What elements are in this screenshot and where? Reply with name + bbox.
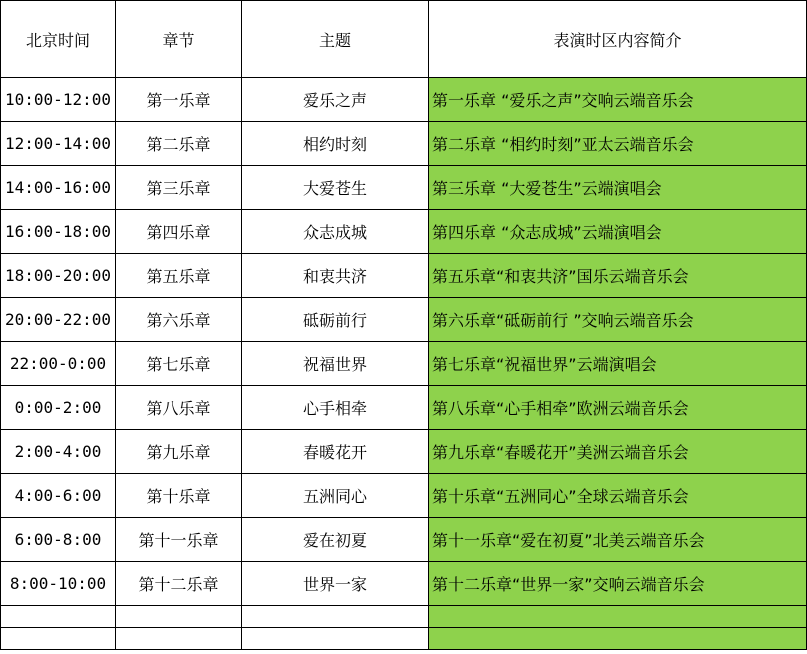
summary-cell[interactable]: 第九乐章“春暖花开”美洲云端音乐会 [429, 430, 807, 474]
time-cell[interactable]: 20:00-22:00 [1, 298, 116, 342]
chapter-cell[interactable]: 第三乐章 [116, 166, 242, 210]
header-row [1, 1, 807, 78]
summary-cell[interactable]: 第十二乐章“世界一家”交响云端音乐会 [429, 562, 807, 606]
time-cell[interactable]: 2:00-4:00 [1, 430, 116, 474]
theme-cell[interactable]: 和衷共济 [242, 254, 429, 298]
time-cell[interactable]: 0:00-2:00 [1, 386, 116, 430]
header-theme-cell[interactable]: 主题 [242, 1, 429, 78]
chapter-cell[interactable]: 第一乐章 [116, 78, 242, 122]
summary-cell[interactable]: 第五乐章“和衷共济”国乐云端音乐会 [429, 254, 807, 298]
empty-cell[interactable] [242, 628, 429, 650]
theme-cell[interactable]: 爱在初夏 [242, 518, 429, 562]
theme-cell[interactable]: 五洲同心 [242, 474, 429, 518]
theme-cell[interactable]: 春暖花开 [242, 430, 429, 474]
time-cell[interactable]: 6:00-8:00 [1, 518, 116, 562]
empty-cell[interactable] [116, 606, 242, 628]
table-row [1, 166, 807, 210]
chapter-cell[interactable]: 第六乐章 [116, 298, 242, 342]
table-row [1, 562, 807, 606]
time-cell[interactable]: 22:00-0:00 [1, 342, 116, 386]
table-row [1, 474, 807, 518]
table-row [1, 254, 807, 298]
theme-cell[interactable]: 大爱苍生 [242, 166, 429, 210]
summary-cell[interactable]: 第六乐章“砥砺前行 ”交响云端音乐会 [429, 298, 807, 342]
empty-row [1, 628, 807, 650]
chapter-cell[interactable]: 第十乐章 [116, 474, 242, 518]
summary-cell[interactable]: 第四乐章 “众志成城”云端演唱会 [429, 210, 807, 254]
header-summary-cell[interactable]: 表演时区内容简介 [429, 1, 807, 78]
empty-cell[interactable] [1, 628, 116, 650]
theme-cell[interactable]: 世界一家 [242, 562, 429, 606]
table-row [1, 78, 807, 122]
chapter-cell[interactable]: 第二乐章 [116, 122, 242, 166]
table-row [1, 122, 807, 166]
summary-cell[interactable]: 第二乐章 “相约时刻”亚太云端音乐会 [429, 122, 807, 166]
time-cell[interactable]: 8:00-10:00 [1, 562, 116, 606]
time-cell[interactable]: 18:00-20:00 [1, 254, 116, 298]
chapter-cell[interactable]: 第七乐章 [116, 342, 242, 386]
chapter-cell[interactable]: 第十二乐章 [116, 562, 242, 606]
header-chapter-cell[interactable]: 章节 [116, 1, 242, 78]
table-row [1, 342, 807, 386]
empty-cell[interactable] [242, 606, 429, 628]
empty-summary-cell[interactable] [429, 628, 807, 650]
table-row [1, 518, 807, 562]
summary-cell[interactable]: 第三乐章 “大爱苍生”云端演唱会 [429, 166, 807, 210]
theme-cell[interactable]: 相约时刻 [242, 122, 429, 166]
summary-cell[interactable]: 第八乐章“心手相牵”欧洲云端音乐会 [429, 386, 807, 430]
empty-cell[interactable] [116, 628, 242, 650]
theme-cell[interactable]: 心手相牵 [242, 386, 429, 430]
chapter-cell[interactable]: 第四乐章 [116, 210, 242, 254]
theme-cell[interactable]: 砥砺前行 [242, 298, 429, 342]
empty-summary-cell[interactable] [429, 606, 807, 628]
summary-cell[interactable]: 第七乐章“祝福世界”云端演唱会 [429, 342, 807, 386]
table-row [1, 386, 807, 430]
time-cell[interactable]: 16:00-18:00 [1, 210, 116, 254]
theme-cell[interactable]: 众志成城 [242, 210, 429, 254]
time-cell[interactable]: 4:00-6:00 [1, 474, 116, 518]
time-cell[interactable]: 12:00-14:00 [1, 122, 116, 166]
time-cell[interactable]: 10:00-12:00 [1, 78, 116, 122]
table-row [1, 298, 807, 342]
empty-row [1, 606, 807, 628]
chapter-cell[interactable]: 第九乐章 [116, 430, 242, 474]
table-row [1, 430, 807, 474]
table-row [1, 210, 807, 254]
summary-cell[interactable]: 第一乐章 “爱乐之声”交响云端音乐会 [429, 78, 807, 122]
header-time-cell[interactable]: 北京时间 [1, 1, 116, 78]
time-cell[interactable]: 14:00-16:00 [1, 166, 116, 210]
chapter-cell[interactable]: 第八乐章 [116, 386, 242, 430]
summary-cell[interactable]: 第十一乐章“爱在初夏”北美云端音乐会 [429, 518, 807, 562]
chapter-cell[interactable]: 第五乐章 [116, 254, 242, 298]
chapter-cell[interactable]: 第十一乐章 [116, 518, 242, 562]
theme-cell[interactable]: 祝福世界 [242, 342, 429, 386]
summary-cell[interactable]: 第十乐章“五洲同心”全球云端音乐会 [429, 474, 807, 518]
empty-cell[interactable] [1, 606, 116, 628]
theme-cell[interactable]: 爱乐之声 [242, 78, 429, 122]
